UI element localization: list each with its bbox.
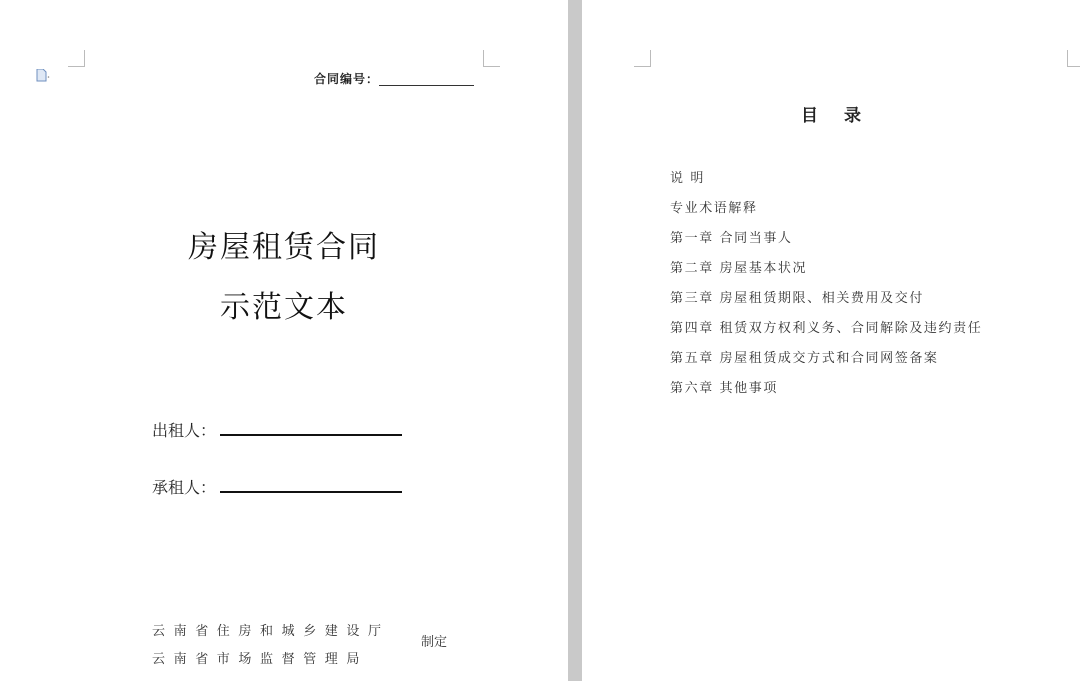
toc-list xyxy=(670,167,982,407)
page-corner-marker xyxy=(68,50,85,67)
toc-item[interactable]: 第五章 房屋租赁成交方式和合同网签备案 xyxy=(670,351,939,366)
toc-item[interactable]: 第三章 房屋租赁期限、相关费用及交付 xyxy=(670,291,924,306)
made-label: 制定 xyxy=(421,635,448,650)
contract-number-field[interactable] xyxy=(379,85,474,86)
lessee-label: 承租人： xyxy=(152,478,217,497)
issuer-line: 云南省住房和城乡建设厅 xyxy=(152,624,390,639)
page-corner-marker xyxy=(483,50,500,67)
toc-item[interactable]: 专业术语解释 xyxy=(670,201,758,216)
contract-subtitle: 示范文本 xyxy=(220,290,348,325)
contract-title: 房屋租赁合同 xyxy=(188,230,380,265)
toc-item[interactable]: 第一章 合同当事人 xyxy=(670,231,793,246)
toc-item[interactable]: 第六章 其他事项 xyxy=(670,381,778,396)
document-page-toc xyxy=(582,0,1080,681)
issuer-line: 云南省市场监督管理局 xyxy=(152,652,369,667)
page-corner-marker xyxy=(1067,50,1080,67)
lessor-field[interactable] xyxy=(220,434,402,436)
page-divider xyxy=(568,0,582,681)
toc-item[interactable]: 第四章 租赁双方权利义务、合同解除及违约责任 xyxy=(670,321,983,336)
document-icon[interactable] xyxy=(36,69,50,82)
lessee-field[interactable] xyxy=(220,491,402,493)
toc-item[interactable]: 第二章 房屋基本状况 xyxy=(670,261,808,276)
page-corner-marker xyxy=(634,50,651,67)
toc-heading: 目录 xyxy=(801,106,887,126)
contract-number-label: 合同编号： xyxy=(314,72,380,86)
lessor-label: 出租人： xyxy=(152,421,217,440)
toc-item[interactable]: 说 明 xyxy=(670,171,705,186)
